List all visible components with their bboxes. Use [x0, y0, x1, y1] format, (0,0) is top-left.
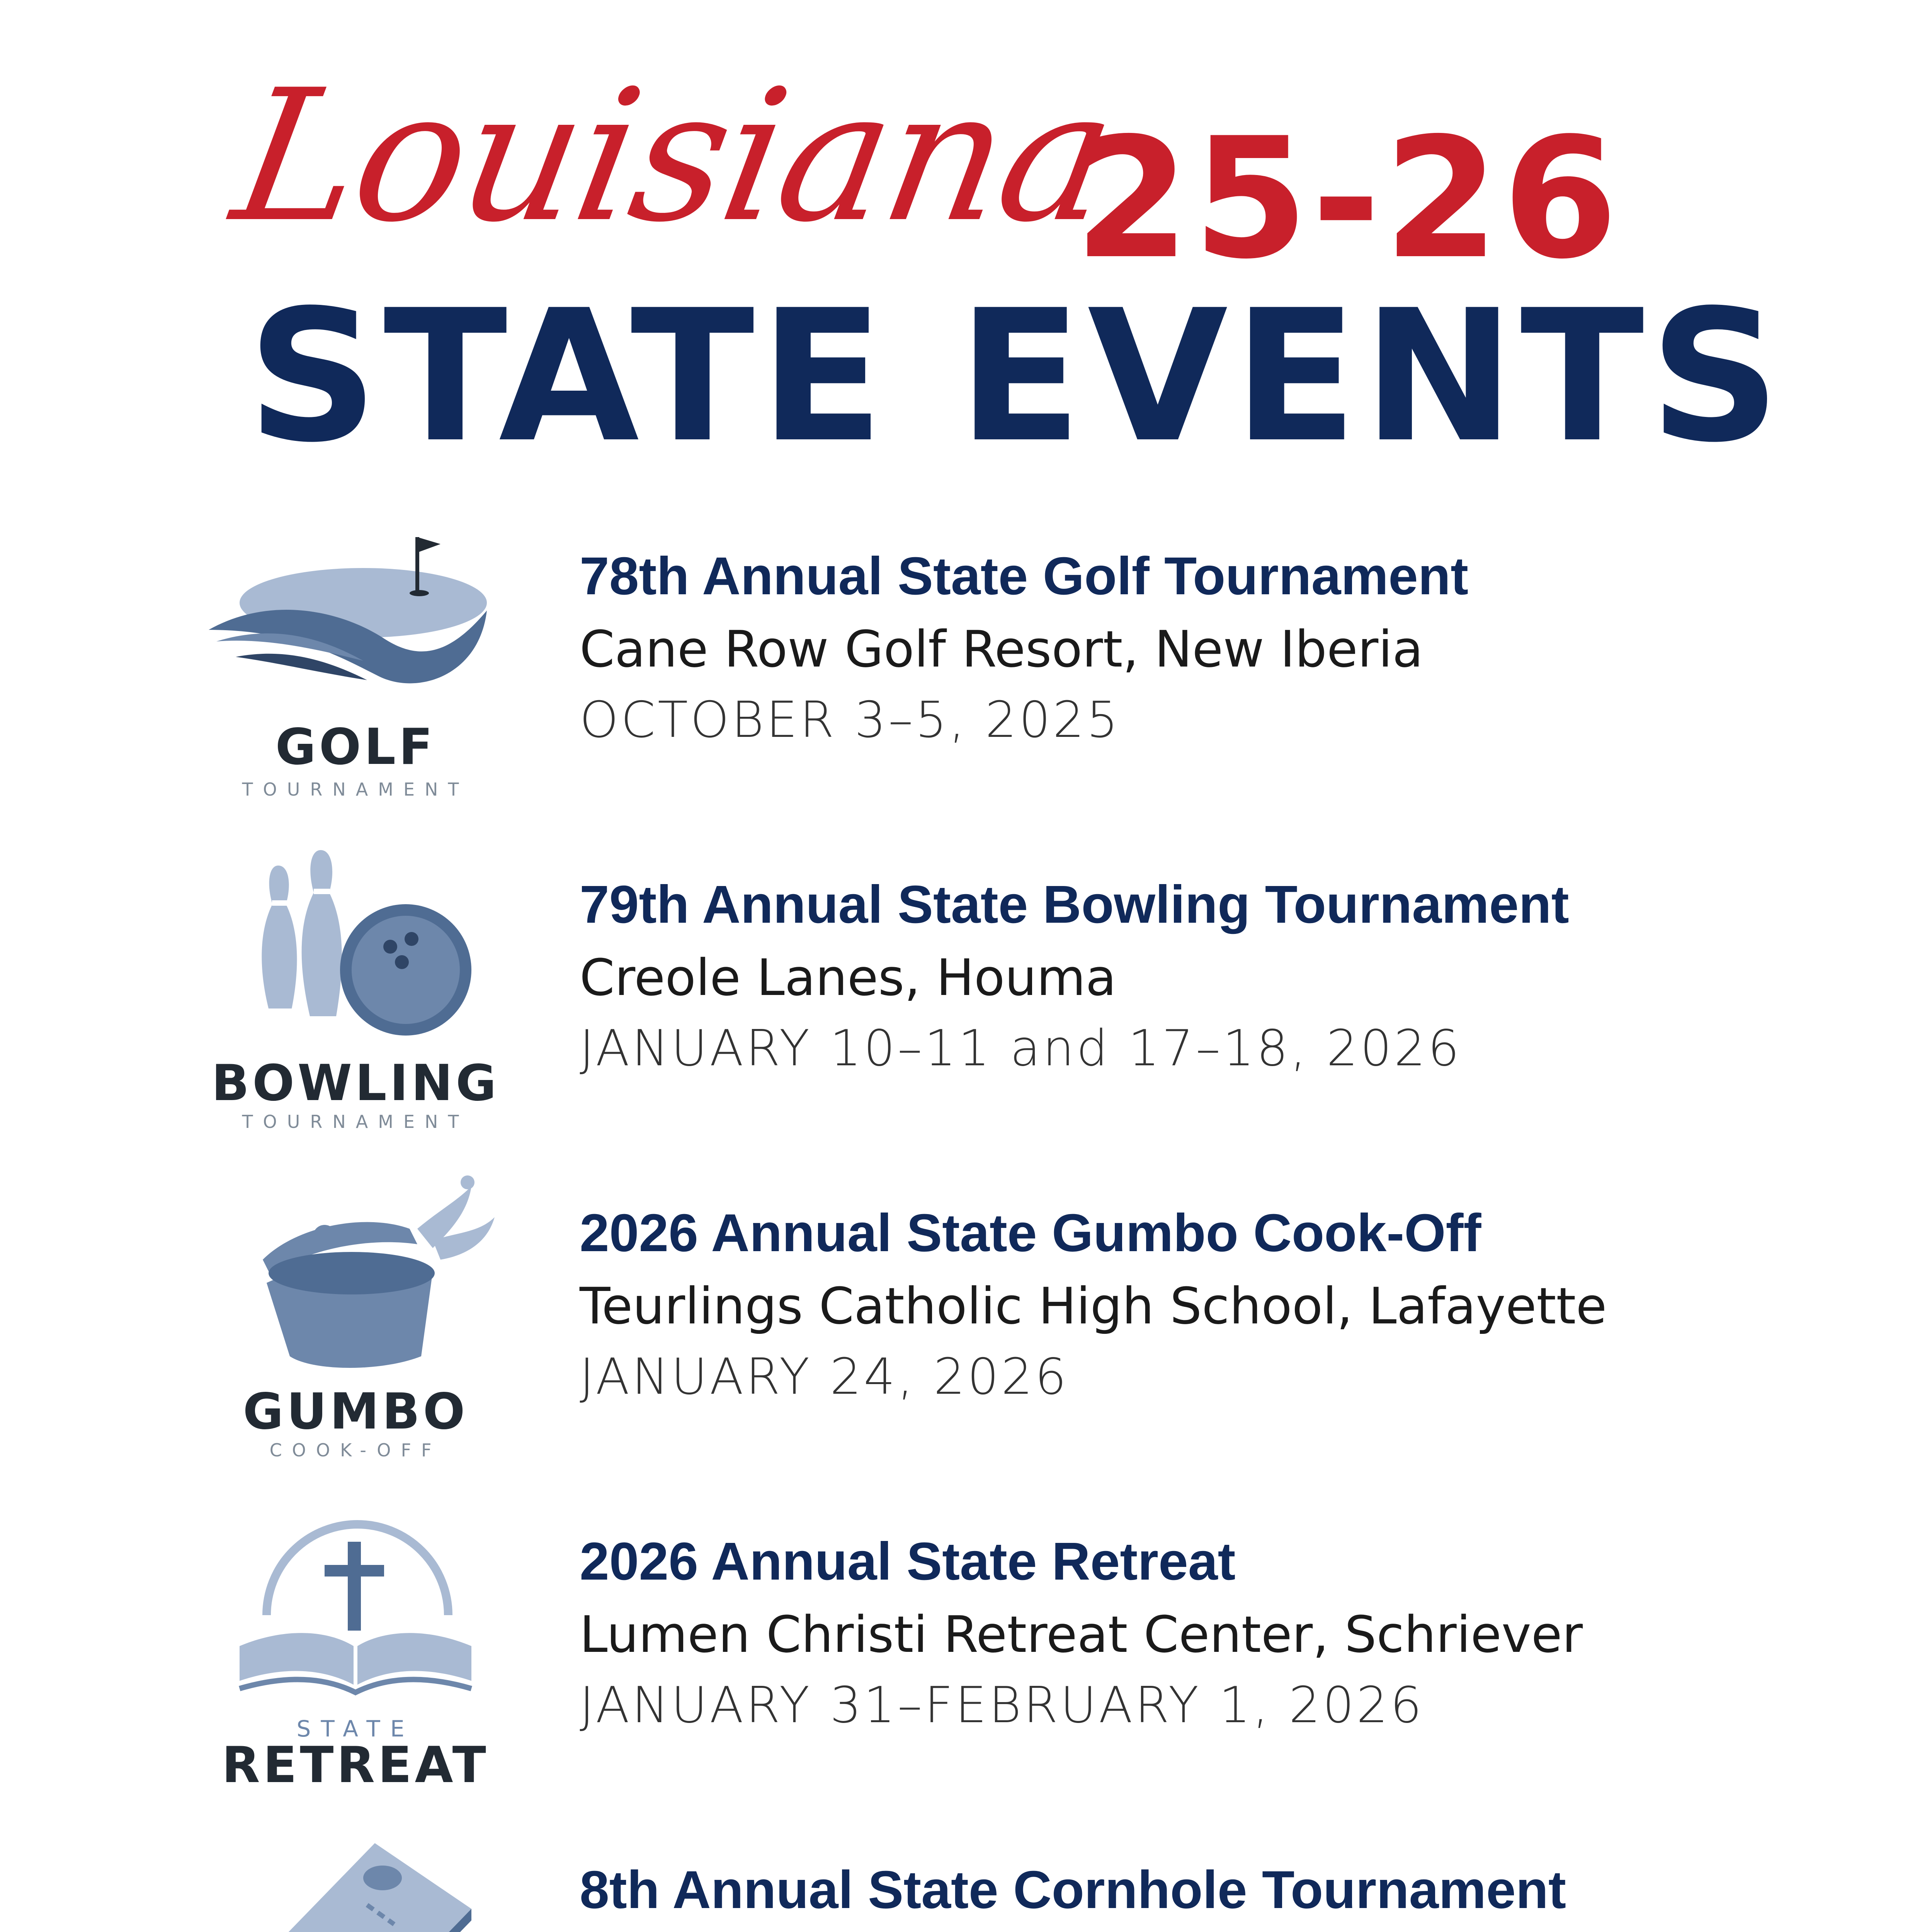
header-year: 25-26	[1074, 102, 1621, 296]
event-retreat	[0, 1499, 1932, 1794]
logo-subtitle: TOURNAMENT	[242, 779, 469, 800]
event-golf	[0, 514, 1932, 800]
event-title: 79th Annual State Bowling Tournament	[580, 875, 1569, 934]
logo-word: GOLF	[275, 718, 436, 776]
header-script-title: Louisiana	[221, 51, 1128, 262]
retreat-logo	[201, 1499, 510, 1794]
event-bowling	[0, 842, 1932, 1132]
bowling-logo	[201, 842, 510, 1132]
event-cornhole	[0, 1828, 1932, 1932]
event-date: OCTOBER 3–5, 2025	[580, 691, 1121, 749]
logo-subtitle: STATE	[296, 1716, 415, 1742]
event-venue: Teurlings Catholic High School, Lafayette	[580, 1277, 1607, 1335]
event-date: JANUARY 31–FEBRUARY 1, 2026	[580, 1677, 1424, 1734]
cornhole-logo	[201, 1828, 510, 1932]
event-title: 2026 Annual State Retreat	[580, 1532, 1236, 1591]
logo-word: GUMBO	[243, 1383, 468, 1440]
gumbo-logo	[201, 1171, 510, 1461]
event-date: JANUARY 24, 2026	[580, 1348, 1069, 1406]
bowling-pins-ball-icon	[201, 842, 510, 1043]
event-title: 78th Annual State Golf Tournament	[580, 546, 1469, 606]
logo-subtitle: TOURNAMENT	[242, 1111, 469, 1132]
event-title: 2026 Annual State Gumbo Cook-Off	[580, 1203, 1481, 1263]
cross-bible-icon	[201, 1499, 510, 1716]
event-venue: Lumen Christi Retreat Center, Schriever	[580, 1605, 1583, 1664]
event-title: 8th Annual State Cornhole Tournament	[580, 1860, 1566, 1920]
golf-course-icon	[201, 514, 510, 715]
gumbo-pot-icon	[201, 1171, 510, 1372]
logo-word: RETREAT	[222, 1736, 489, 1794]
event-date: JANUARY 10–11 and 17–18, 2026	[580, 1020, 1462, 1077]
golf-logo	[201, 514, 510, 800]
logo-subtitle: COOK-OFF	[269, 1440, 442, 1461]
header-main-title: STATE EVENTS	[247, 271, 1786, 482]
event-venue: Cane Row Golf Resort, New Iberia	[580, 620, 1423, 679]
event-gumbo	[0, 1171, 1932, 1461]
cornhole-board-icon	[201, 1828, 510, 1932]
event-venue: Creole Lanes, Houma	[580, 948, 1117, 1007]
logo-word: BOWLING	[211, 1054, 500, 1112]
page-header	[0, 0, 1932, 483]
